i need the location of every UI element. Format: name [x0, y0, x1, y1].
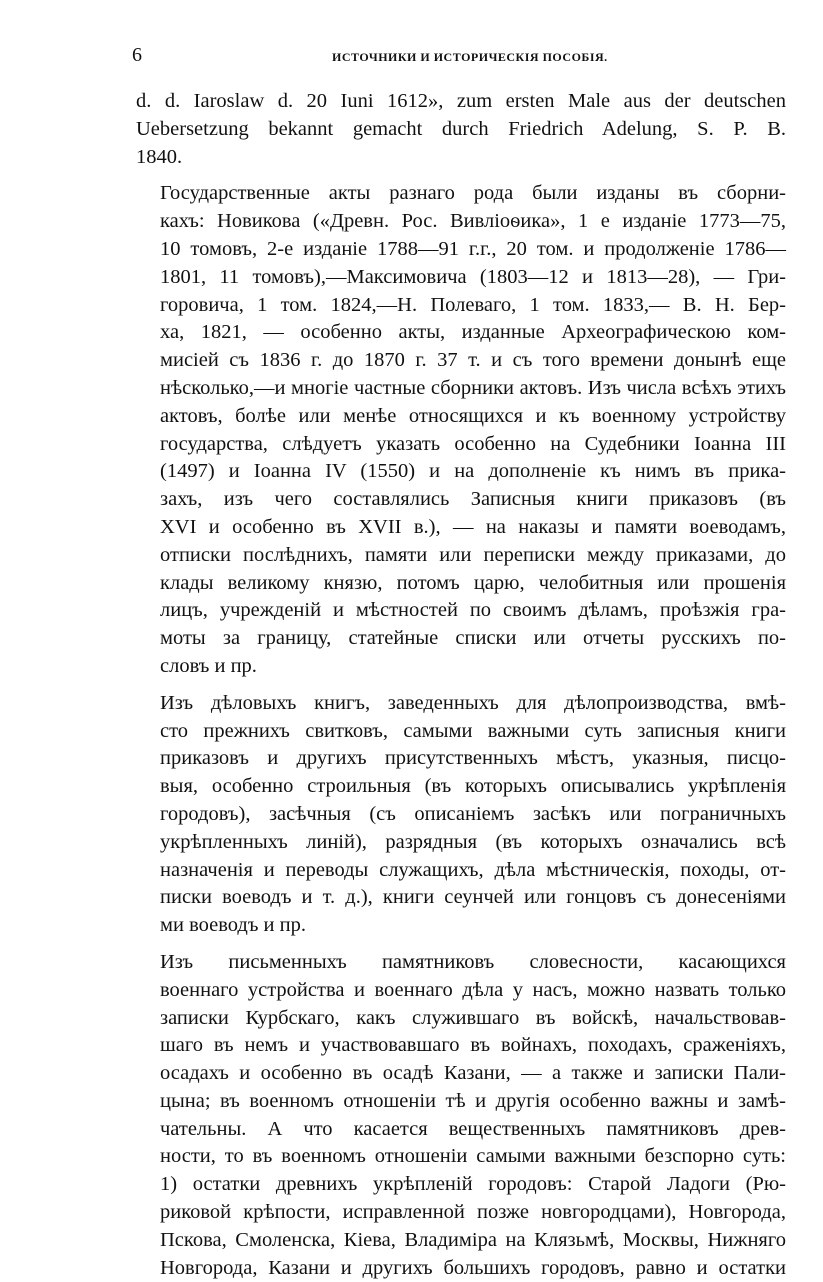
text-line: d. d. Iaroslaw d. 20 Iuni 1612», zum ersten Male aus der deutschen	[136, 90, 786, 112]
text-line: риковой крѣпости, исправленной позже новгородцами), Новгорода,	[160, 1201, 786, 1224]
text-line: мисіей съ 1836 г. до 1870 г. 37 т. и съ того времени донынѣ еще	[160, 349, 786, 372]
text-line: кахъ: Новикова («Древн. Рос. Вивліоѳика», 1 е изданіе 1773—75,	[160, 210, 786, 233]
text-line: осадахъ и особенно въ осадѣ Казани, — а также и записки Пали-	[160, 1062, 786, 1085]
text-line: отписки послѣднихъ, памяти или переписки между приказами, до	[160, 543, 786, 566]
text-line: укрѣпленныхъ линій), разрядныя (въ которыхъ означались всѣ	[160, 830, 786, 853]
text-line: чательны. А что касается вещественныхъ памятниковъ древ-	[160, 1117, 786, 1140]
text-line: военнаго устройства и военнаго дѣла у насъ, можно назвать только	[160, 978, 786, 1001]
page-header	[132, 44, 792, 74]
text-line: Государственные акты разнаго рода были изданы въ сборни-	[160, 182, 786, 205]
text-line: моты за границу, статейные списки или отчеты русскихъ по-	[160, 627, 786, 650]
text-line: актовъ, болѣе или менѣе относящихся и къ военному устройству	[160, 404, 786, 427]
text-line: Изъ письменныхъ памятниковъ словесности, касающихся	[160, 950, 786, 973]
body-text	[136, 88, 786, 1282]
running-head: ИСТОЧНИКИ И ИСТОРИЧЕСКІЯ ПОСОБІЯ.	[332, 50, 608, 64]
text-line: горовича, 1 том. 1824,—Н. Полеваго, 1 том. 1833,— В. Н. Бер-	[160, 293, 786, 316]
text-line: 1840.	[136, 145, 183, 168]
text-line: ми воеводъ и пр.	[160, 914, 307, 937]
text-line: ности, то въ военномъ отношеніи самыми важными безспорно суть:	[160, 1145, 786, 1168]
paragraph-citation-continuation	[136, 88, 786, 171]
text-line: записки Курбскаго, какъ служившаго въ войскѣ, начальствовав-	[160, 1006, 786, 1029]
text-line: выя, особенно строильныя (въ которыхъ описывались укрѣпленія	[160, 775, 786, 798]
text-line: 1801, 11 томовъ),—Максимовича (1803—12 и 1813—28), — Гри-	[160, 265, 786, 288]
text-line: захъ, изъ чего составлялись Записныя книги приказовъ (въ	[160, 488, 786, 511]
text-line: приказовъ и другихъ присутственныхъ мѣстъ, указныя, писцо-	[160, 747, 786, 770]
paragraph-business-books	[136, 690, 786, 940]
text-line: Изъ дѣловыхъ книгъ, заведенныхъ для дѣлопроизводства, вмѣ-	[160, 691, 786, 714]
paragraph-state-acts	[136, 180, 786, 680]
text-line: Uebersetzung bekannt gemacht durch Friedrich Adelung, S. P. B.	[136, 117, 786, 140]
text-line: писки воеводъ и т. д.), книги сеунчей или гонцовъ съ донесеніями	[160, 886, 786, 909]
text-line: Пскова, Смоленска, Кіева, Владиміра на Клязьмѣ, Москвы, Нижняго	[160, 1228, 786, 1251]
page-number: 6	[132, 44, 142, 66]
text-line: сто прежнихъ свитковъ, самыми важными суть записныя книги	[160, 719, 786, 742]
text-line: государства, слѣдуетъ указать особенно на Судебники Іоанна III	[160, 432, 786, 455]
text-line: XVI и особенно въ XVII в.), — на наказы и памяти воеводамъ,	[160, 515, 786, 538]
text-line: ха, 1821, — особенно акты, изданные Археографическою ком-	[160, 321, 786, 344]
text-line: лицъ, учрежденій и мѣстностей по своимъ дѣламъ, проѣзжія гра-	[160, 599, 786, 622]
text-line: нѣсколько,—и многіе частные сборники актовъ. Изъ числа всѣхъ этихъ	[160, 376, 786, 399]
text-line: шаго въ немъ и участвовавшаго въ войнахъ, походахъ, сраженіяхъ,	[160, 1034, 786, 1057]
text-line: назначенія и переводы служащихъ, дѣла мѣстническія, походы, от-	[160, 858, 786, 881]
text-line: 10 томовъ, 2-е изданіе 1788—91 г.г., 20 том. и продолженіе 1786—	[160, 237, 786, 260]
text-line: (1497) и Іоанна IV (1550) и на дополненіе къ нимъ въ прика-	[160, 460, 786, 483]
text-line: цына; въ военномъ отношеніи тѣ и другія особенно важны и замѣ-	[160, 1089, 786, 1112]
text-line: словъ и пр.	[160, 654, 257, 677]
paragraph-literary-monuments	[136, 949, 786, 1282]
text-line: городовъ), засѣчныя (съ описаніемъ засѣкъ или пограничныхъ	[160, 802, 786, 825]
text-line: 1) остатки древнихъ укрѣпленій городовъ: Старой Ладоги (Рю-	[160, 1173, 786, 1196]
text-line: клады великому князю, потомъ царю, челобитныя или прошенія	[160, 571, 786, 594]
text-line: Новгорода, Казани и другихъ большихъ городовъ, равно и остатки	[160, 1256, 786, 1279]
